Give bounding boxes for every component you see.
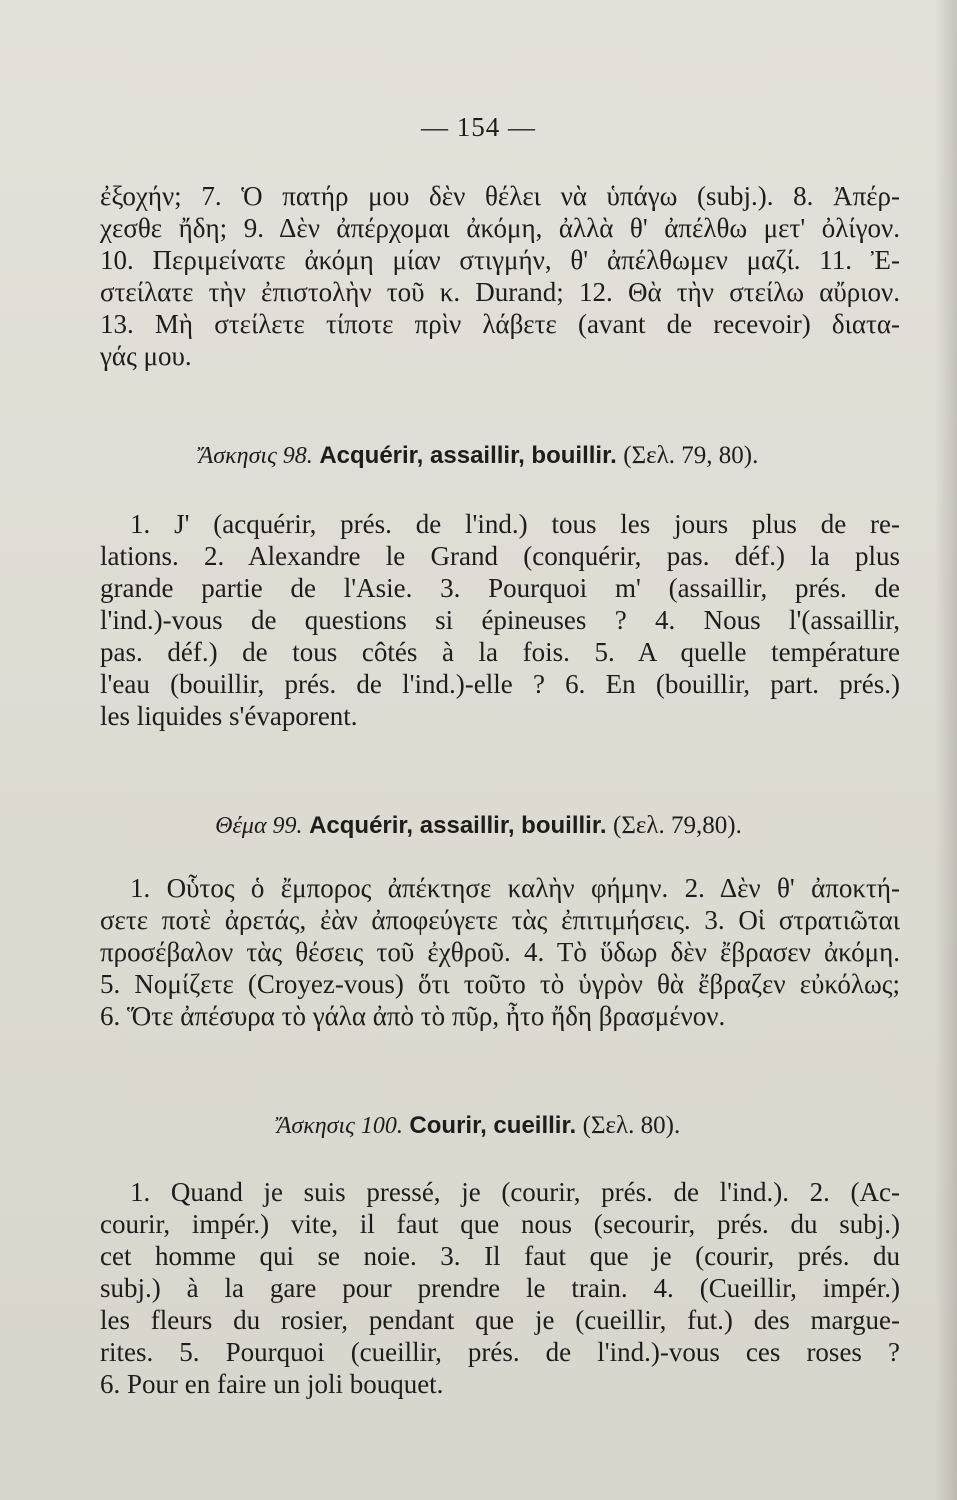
exercise-100-line: courir, impér.) vite, il faut que nous (secourir, prés. du subj.) bbox=[100, 1209, 900, 1239]
exercise-98-line: 1. J' (acquérir, prés. de l'ind.) tous les jours plus de re- bbox=[130, 509, 900, 539]
exercise-100-text bbox=[100, 1176, 900, 1400]
exercise-100-label: Ἄσκησις 100. bbox=[276, 1113, 403, 1139]
theme-99-line: 1. Οὗτος ὁ ἔμπορος ἀπέκτησε καλὴν φήμην. 2. Δὲν θ' ἀποκτή- bbox=[130, 873, 900, 903]
theme-99-line: 5. Νομίζετε (Croyez-vous) ὅτι τοῦτο τὸ ὑγρὸν θὰ ἔβραζεν εὐκόλως; bbox=[100, 969, 900, 999]
exercise-100-line: 6. Pour en faire un joli bouquet. bbox=[100, 1369, 444, 1399]
exercise-100-line: les fleurs du rosier, pendant que je (cueillir, fut.) des margue- bbox=[100, 1305, 900, 1335]
intro-line: στείλατε τὴν ἐπιστολὴν τοῦ κ. Durand; 12. Θὰ τὴν στείλω αὔριον. bbox=[100, 277, 900, 307]
theme-99-heading bbox=[0, 810, 957, 840]
exercise-98-line: lations. 2. Alexandre le Grand (conquérir, pas. déf.) la plus bbox=[100, 541, 900, 571]
theme-99-line: προσέβαλον τὰς θέσεις τοῦ ἐχθροῦ. 4. Τὸ ὕδωρ δὲν ἔβρασεν ἀκόμη. bbox=[100, 937, 900, 967]
exercise-100-line: subj.) à la gare pour prendre le train. 4. (Cueillir, impér.) bbox=[100, 1273, 900, 1303]
intro-line: ἐξοχήν; 7. Ὁ πατήρ μου δὲν θέλει νὰ ὑπάγω (subj.). 8. Ἀπέρ- bbox=[100, 181, 900, 211]
exercise-98-label: Ἄσκησις 98. bbox=[198, 443, 313, 469]
intro-paragraph bbox=[100, 180, 900, 372]
theme-99-title: Acquérir, assaillir, bouillir. bbox=[309, 812, 607, 839]
intro-line: 10. Περιμείνατε ἀκόμη μίαν στιγμήν, θ' ἀπέλθωμεν μαζί. 11. Ἐ- bbox=[100, 245, 900, 275]
exercise-98-line: l'ind.)-vous de questions si épineuses ? 4. Nous l'(assaillir, bbox=[100, 605, 900, 635]
exercise-98-text bbox=[100, 508, 900, 732]
exercise-100-heading bbox=[0, 1110, 957, 1140]
intro-line: χεσθε ἤδη; 9. Δὲν ἀπέρχομαι ἀκόμη, ἀλλὰ θ' ἀπέλθω μετ' ὀλίγον. bbox=[100, 213, 900, 243]
page-number: — 154 — bbox=[421, 112, 536, 142]
exercise-98-line: grande partie de l'Asie. 3. Pourquoi m' (assaillir, prés. de bbox=[100, 573, 900, 603]
exercise-100-title: Courir, cueillir. bbox=[409, 1112, 577, 1139]
exercise-98-ref: (Σελ. 79, 80). bbox=[623, 442, 759, 469]
exercise-98-line: les liquides s'évaporent. bbox=[100, 701, 358, 731]
theme-99-line: σετε ποτὲ ἀρετάς, ἐὰν ἀποφεύγετε τὰς ἐπιτιμήσεις. 3. Οἱ στρατιῶται bbox=[100, 905, 900, 935]
theme-99-line: 6. Ὅτε ἀπέσυρα τὸ γάλα ἀπὸ τὸ πῦρ, ἦτο ἤδη βρασμένον. bbox=[100, 1001, 726, 1031]
theme-99-text bbox=[100, 872, 900, 1032]
exercise-98-heading bbox=[0, 440, 957, 470]
exercise-100-line: 1. Quand je suis pressé, je (courir, prés. de l'ind.). 2. (Ac- bbox=[130, 1177, 900, 1207]
exercise-98-title: Acquérir, assaillir, bouillir. bbox=[319, 442, 617, 469]
exercise-100-line: rites. 5. Pourquoi (cueillir, prés. de l'ind.)-vous ces roses ? bbox=[100, 1337, 900, 1367]
intro-line: 13. Μὴ στείλετε τίποτε πρὶν λάβετε (avant de recevoir) διατα- bbox=[100, 309, 900, 339]
exercise-98-line: pas. déf.) de tous côtés à la fois. 5. A quelle température bbox=[100, 637, 900, 667]
exercise-100-ref: (Σελ. 80). bbox=[582, 1112, 681, 1139]
theme-99-label: Θέμα 99. bbox=[215, 813, 303, 839]
page-edge-shadow bbox=[935, 0, 957, 1500]
exercise-98-line: l'eau (bouillir, prés. de l'ind.)-elle ? 6. En (bouillir, part. prés.) bbox=[100, 669, 900, 699]
exercise-100-line: cet homme qui se noie. 3. Il faut que je (courir, prés. du bbox=[100, 1241, 900, 1271]
intro-line: γάς μου. bbox=[100, 341, 192, 371]
theme-99-ref: (Σελ. 79,80). bbox=[613, 812, 742, 839]
